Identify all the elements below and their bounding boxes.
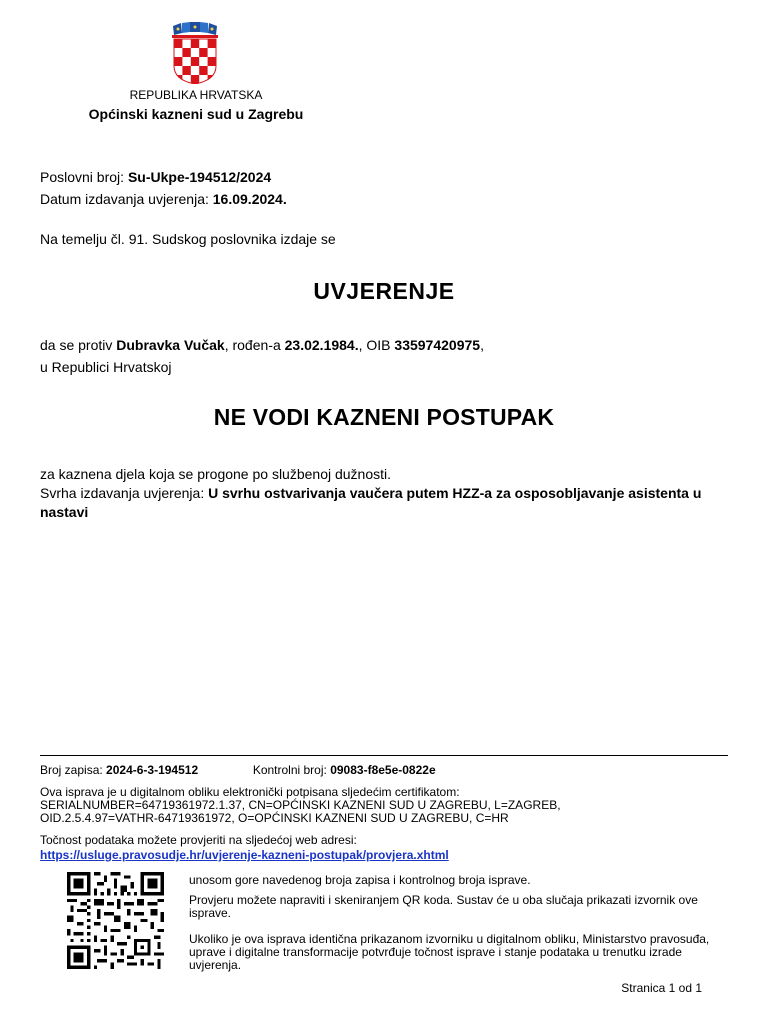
case-number-line <box>40 166 730 188</box>
document-title: UVJERENJE <box>313 278 455 304</box>
statement-title: NE VODI KAZNENI POSTUPAK <box>213 404 555 430</box>
case-number-label: Poslovni broj: <box>40 169 125 185</box>
verify-link[interactable]: https://usluge.pravosudje.hr/uvjerenje-kazneni-postupak/provjera.xhtml <box>40 848 449 862</box>
cert-line-1: Ova isprava je u digitalnom obliku elektronički potpisana sljedećim certifikatom: <box>40 785 460 799</box>
issue-date-line <box>40 188 730 210</box>
page-number: Stranica 1 od 1 <box>621 981 702 995</box>
person-line <box>40 334 730 356</box>
footer-divider <box>40 755 728 756</box>
republic-label: REPUBLIKA HRVATSKA <box>129 88 263 102</box>
control-label: Kontrolni broj: <box>252 763 327 777</box>
birth-date: 23.02.1984. <box>284 337 359 353</box>
purpose-line <box>40 484 730 522</box>
oib-label: , OIB <box>358 337 391 353</box>
person-prefix: da se protiv <box>40 337 113 353</box>
control-number: 09083-f8e5e-0822e <box>330 763 436 777</box>
qr-text-1: unosom gore navedenog broja zapisa i kontrolnog broja isprave. <box>189 873 531 887</box>
court-name: Općinski kazneni sud u Zagrebu <box>88 106 304 122</box>
verify-label: Točnost podataka možete provjeriti na sljedećoj web adresi: <box>40 833 357 847</box>
case-number: Su-Ukpe-194512/2024 <box>127 169 272 185</box>
intro-text: Na temelju čl. 91. Sudskog poslovnika izdaje se <box>40 231 336 247</box>
cert-line-3: OID.2.5.4.97=VATHR-64719361972, O=OPĆINSKI KAZNENI SUD U ZAGREBU, C=HR <box>40 811 509 825</box>
person-suffix: , <box>480 337 484 353</box>
cert-line-2: SERIALNUMBER=64719361972.1.37, CN=OPĆINSKI KAZNENI SUD U ZAGREBU, L=ZAGREB, <box>40 798 561 812</box>
residence-text: u Republici Hrvatskoj <box>40 359 172 375</box>
qr-code-icon <box>67 872 164 969</box>
croatian-coat-of-arms-icon <box>170 22 220 84</box>
offence-scope-text: za kaznena djela koja se progone po službenoj dužnosti. <box>40 466 392 482</box>
issue-date: 16.09.2024. <box>212 191 287 207</box>
person-name: Dubravka Vučak <box>116 337 225 353</box>
record-line <box>40 764 730 777</box>
purpose-label: Svrha izdavanja uvjerenja: <box>40 485 205 501</box>
qr-text-2: Provjeru možete napraviti i skeniranjem QR koda. Sustav će u oba slučaja prikazati izvornik ove isprave. <box>189 893 698 920</box>
born-label: , rođen-a <box>224 337 281 353</box>
oib-number: 33597420975 <box>394 337 481 353</box>
qr-text-3: Ukoliko je ova isprava identična prikazanom izvorniku u digitalnom obliku, Ministarstvo pravosuđa, uprave i digitalne transformacije potvrđuje točnost isprave i stanje podataka u trenutku izrade uvjerenja. <box>189 932 710 972</box>
record-label: Broj zapisa: <box>40 763 103 777</box>
issue-date-label: Datum izdavanja uvjerenja: <box>40 191 209 207</box>
purpose-text: U svrhu ostvarivanja vaučera putem HZZ-a za osposobljavanje asistenta u nastavi <box>40 485 702 520</box>
record-number: 2024-6-3-194512 <box>106 763 199 777</box>
